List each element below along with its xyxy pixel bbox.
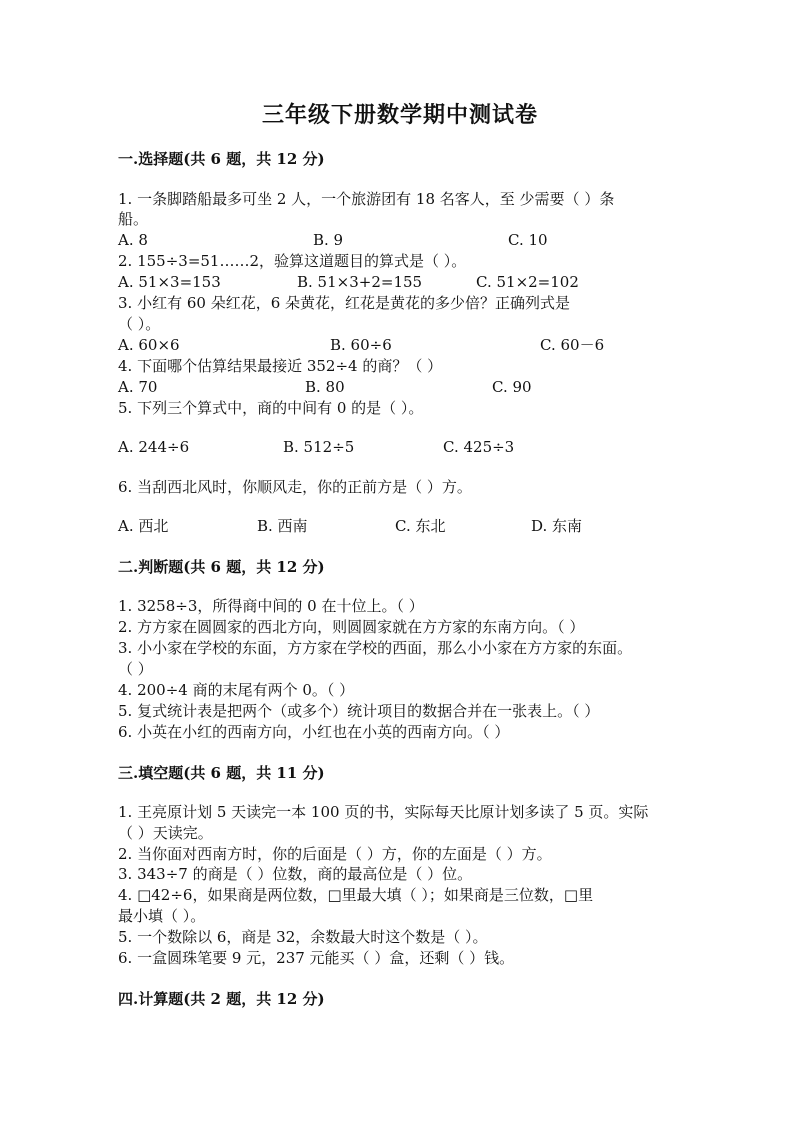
option-c: C. 425÷3 [443, 438, 515, 456]
question-text: 1. 王亮原计划 5 天读完一本 100 页的书，实际每天比原计划多读了 5 页。实际 [118, 803, 649, 821]
question-text: 3. 小红有 60 朵红花，6 朵黄花，红花是黄花的多少倍？正确列式是 [118, 294, 571, 312]
question-text: 5. 复式统计表是把两个（或多个）统计项目的数据合并在一张表上。（ ） [118, 702, 600, 720]
question-text: （ ）。 [118, 315, 161, 333]
option-a: A. 8 [118, 231, 148, 249]
option-b: B. 西南 [257, 517, 308, 535]
section-heading-calculation: 四.计算题(共 2 题，共 12 分) [118, 990, 325, 1008]
question-text: 2. 当你面对西南方时，你的后面是（ ）方，你的左面是（ ）方。 [118, 845, 552, 863]
question-text: 3. 343÷7 的商是（ ）位数，商的最高位是（ ）位。 [118, 865, 473, 883]
section-heading-judgement: 二.判断题(共 6 题，共 12 分) [118, 558, 325, 576]
option-a: A. 60×6 [118, 336, 180, 354]
option-a: A. 244÷6 [118, 438, 190, 456]
question-text: （ ） [118, 660, 153, 678]
section-heading-choice: 一.选择题(共 6 题，共 12 分) [118, 150, 325, 168]
question-text: 4. □42÷6，如果商是两位数，□里最大填（ ）；如果商是三位数，□里 [118, 886, 594, 904]
question-text: 5. 一个数除以 6，商是 32，余数最大时这个数是（ ）。 [118, 928, 488, 946]
option-b: B. 60÷6 [330, 336, 392, 354]
option-c: C. 51×2=102 [476, 273, 579, 291]
option-b: B. 512÷5 [283, 438, 355, 456]
option-c: C. 10 [508, 231, 548, 249]
option-a: A. 70 [118, 378, 158, 396]
question-text: 6. 当刮西北风时，你顺风走，你的正前方是（ ）方。 [118, 478, 472, 496]
option-b: B. 80 [305, 378, 345, 396]
question-text: 3. 小小家在学校的东面，方方家在学校的西面，那么小小家在方方家的东面。 [118, 639, 633, 657]
question-text: 4. 下面哪个估算结果最接近 352÷4 的商？（ ） [118, 357, 443, 375]
option-c: C. 60－6 [540, 336, 605, 354]
option-c: C. 90 [492, 378, 532, 396]
question-text: （ ）天读完。 [118, 824, 213, 842]
question-text: 6. 一盒圆珠笔要 9 元，237 元能买（ ）盒，还剩（ ）钱。 [118, 949, 515, 967]
question-text: 4. 200÷4 商的末尾有两个 0。（ ） [118, 681, 355, 699]
option-b: B. 9 [313, 231, 344, 249]
question-text: 1. 一条脚踏船最多可坐 2 人，一个旅游团有 18 名客人，至 少需要（ ）条 [118, 190, 615, 208]
question-text: 最小填（ ）。 [118, 907, 206, 925]
question-text: 2. 方方家在圆圆家的西北方向，则圆圆家就在方方家的东南方向。（ ） [118, 618, 585, 636]
option-c: C. 东北 [395, 517, 446, 535]
option-d: D. 东南 [531, 517, 583, 535]
question-text: 2. 155÷3=51……2，验算这道题目的算式是（ ）。 [118, 252, 467, 270]
option-a: A. 西北 [118, 517, 169, 535]
question-text: 5. 下列三个算式中，商的中间有 0 的是（ ）。 [118, 399, 424, 417]
question-text: 6. 小英在小红的西南方向，小红也在小英的西南方向。（ ） [118, 723, 510, 741]
option-b: B. 51×3+2=155 [297, 273, 423, 291]
option-a: A. 51×3=153 [118, 273, 221, 291]
section-heading-fill-blank: 三.填空题(共 6 题，共 11 分) [118, 764, 325, 782]
question-text: 船。 [118, 210, 149, 228]
question-text: 1. 3258÷3，所得商中间的 0 在十位上。（ ） [118, 597, 424, 615]
exam-title: 三年级下册数学期中测试卷 [261, 102, 538, 128]
